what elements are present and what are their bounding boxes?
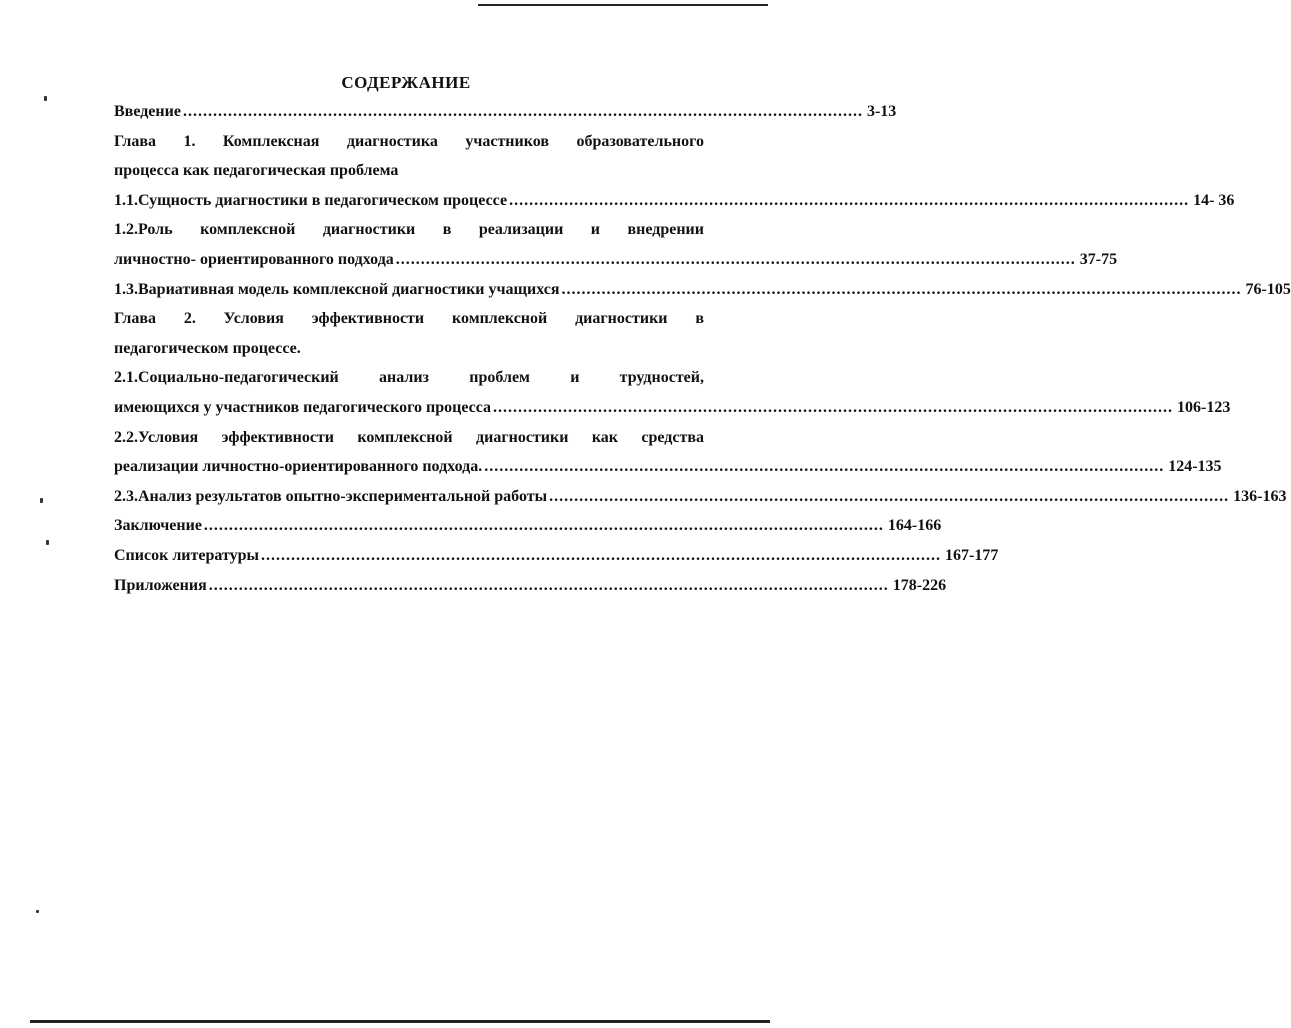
toc-entry[interactable] bbox=[114, 245, 1118, 275]
toc-entry[interactable] bbox=[114, 511, 942, 541]
toc-entry[interactable] bbox=[114, 275, 1291, 305]
toc-entry-page: 3-13 bbox=[866, 103, 897, 120]
toc-entry-line[interactable]: 2.2.Условия эффективности комплексной диагностики как средства bbox=[114, 428, 704, 446]
toc-entry-page: 178-226 bbox=[892, 576, 947, 594]
toc-entry-heading-line[interactable]: педагогическом процессе. bbox=[114, 339, 301, 357]
dot-leader: ........................................................................................................................................ bbox=[395, 250, 1076, 268]
toc-entry[interactable] bbox=[114, 482, 1287, 512]
dot-leader: ........................................................................................................................................ bbox=[182, 103, 863, 120]
toc-entry[interactable] bbox=[114, 393, 1231, 423]
toc-entry[interactable] bbox=[114, 541, 999, 571]
dot-leader: ........................................................................................................................................ bbox=[561, 280, 1242, 298]
toc-entry-label: 1.3.Вариативная модель комплексной диагностики учащихся bbox=[114, 280, 560, 298]
page-title: СОДЕРЖАНИЕ bbox=[341, 73, 471, 92]
table-of-contents bbox=[114, 68, 1291, 600]
toc-entry-heading-line[interactable]: Глава 2. Условия эффективности комплексной диагностики в bbox=[114, 310, 704, 328]
scan-speck bbox=[44, 96, 47, 101]
toc-entry-label: Заключение bbox=[114, 517, 202, 535]
scan-speck bbox=[40, 498, 43, 503]
toc-entry-page: 164-166 bbox=[887, 517, 942, 535]
toc-entry-page: 167-177 bbox=[945, 546, 999, 564]
scan-edge-line-top bbox=[478, 4, 768, 6]
scan-edge-line-bottom bbox=[30, 1020, 770, 1023]
toc-entry[interactable] bbox=[114, 97, 897, 127]
toc-entry[interactable] bbox=[114, 186, 1235, 216]
toc-entry-label: Приложения bbox=[114, 576, 207, 594]
toc-entry-line[interactable]: 2.1.Социально-педагогический анализ проблем и трудностей, bbox=[114, 369, 704, 387]
toc-entry-label: Введение bbox=[114, 103, 181, 120]
dot-leader: ........................................................................................................................................ bbox=[493, 398, 1174, 416]
toc-entry-label: имеющихся у участников педагогического процесса bbox=[114, 398, 492, 416]
toc-entry-label: 2.3.Анализ результатов опытно-экспериментальной работы bbox=[114, 487, 548, 505]
toc-entry-heading-line[interactable]: Глава 1. Комплексная диагностика участников образовательного bbox=[114, 132, 704, 150]
toc-entry-label: реализации личностно-ориентированного подхода. bbox=[114, 458, 483, 476]
toc-entry-page: 124-135 bbox=[1168, 458, 1222, 476]
toc-entry-line[interactable]: 1.2.Роль комплексной диагностики в реализации и внедрении bbox=[114, 221, 704, 239]
dot-leader: ........................................................................................................................................ bbox=[484, 458, 1165, 476]
dot-leader: ........................................................................................................................................ bbox=[261, 546, 941, 564]
toc-entry-page: 14- 36 bbox=[1193, 191, 1235, 209]
toc-entry-page: 76-105 bbox=[1245, 280, 1291, 298]
toc-entry-heading-line[interactable]: процесса как педагогическая проблема bbox=[114, 162, 399, 180]
scan-speck bbox=[36, 910, 39, 913]
toc-entry-label: Список литературы bbox=[114, 546, 259, 564]
toc-entry-label: личностно- ориентированного подхода bbox=[114, 250, 394, 268]
toc-entry[interactable] bbox=[114, 452, 1222, 482]
toc-entry-page: 106-123 bbox=[1177, 398, 1231, 416]
dot-leader: ........................................................................................................................................ bbox=[509, 191, 1190, 209]
toc-entry-page: 37-75 bbox=[1079, 250, 1118, 268]
dot-leader: ........................................................................................................................................ bbox=[549, 487, 1230, 505]
scan-speck bbox=[46, 540, 49, 545]
dot-leader: ........................................................................................................................................ bbox=[208, 576, 889, 594]
toc-entry[interactable] bbox=[114, 571, 947, 601]
toc-entry-label: 1.1.Сущность диагностики в педагогическом процессе bbox=[114, 191, 508, 209]
dot-leader: ........................................................................................................................................ bbox=[203, 517, 884, 535]
toc-entry-page: 136-163 bbox=[1233, 487, 1287, 505]
